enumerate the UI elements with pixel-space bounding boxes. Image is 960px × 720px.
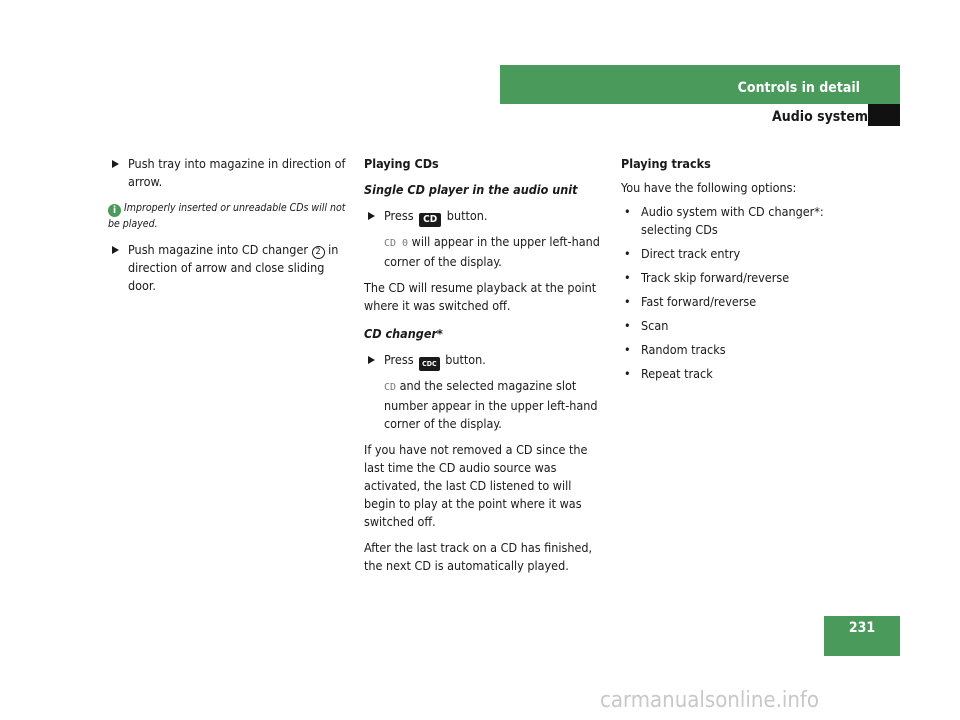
list-item [621,341,866,359]
intro-text: You have the following options: [621,180,797,195]
header-marker [868,104,900,126]
instruction-step [108,241,348,295]
list-item-text: Track skip forward/reverse [641,270,790,285]
list-item-text: Scan [641,318,669,333]
step-text: Push tray into magazine in direction of arrow. [128,156,346,189]
step-text: Push magazine into CD changer [128,242,308,257]
result-text [364,233,606,271]
list-item [621,203,866,239]
bullet-icon: • [624,294,631,309]
note-text: Improperly inserted or unreadable CDs will not be played. [108,202,346,230]
list-item-text: Fast forward/reverse [641,294,757,309]
subheading-single-cd: Single CD player in the audio unit [364,182,578,197]
arrow-bullet-icon [112,246,119,254]
result-text [364,377,606,433]
header-section-bar [500,65,900,104]
bullet-icon: • [624,318,631,333]
subsection-title: Audio system [772,109,868,125]
bullet-icon: • [624,366,631,381]
result-desc: will appear in the upper left-hand corner of the display. [384,234,600,269]
step-text: button. [445,352,486,367]
list-item-text: Direct track entry [641,246,741,261]
heading-playing-tracks: Playing tracks [621,156,711,171]
instruction-step [108,155,348,191]
heading-playing-cds: Playing CDs [364,156,439,171]
list-item [621,365,866,383]
step-text: in direction of arrow and close sliding door. [128,242,339,293]
list-item [621,293,866,311]
bullet-icon: • [624,270,631,285]
cd-button-icon: CD [419,213,441,227]
instruction-step [364,351,606,371]
paragraph-next-cd: After the last track on a CD has finished, the next CD is automatically played. [364,540,593,573]
column-middle [364,155,606,575]
list-item [621,245,866,263]
list-item [621,317,866,335]
arrow-bullet-icon [112,160,119,168]
instruction-step [364,207,606,227]
page-number-box [824,616,900,656]
list-item-text: Audio system with CD changer*: selecting CDs [641,204,824,237]
column-left [108,155,348,295]
bullet-icon: • [624,246,631,261]
step-text: button. [446,208,488,223]
list-item-text: Random tracks [641,342,726,357]
arrow-bullet-icon [368,356,375,364]
arrow-bullet-icon [368,212,375,220]
display-readout: CD [384,382,397,393]
list-item [621,269,866,287]
paragraph-resume: The CD will resume playback at the point where it was switched off. [364,280,597,313]
section-title: Controls in detail [737,80,860,96]
cdc-button-icon: CDC [419,357,439,371]
bullet-icon: • [624,342,631,357]
result-desc: and the selected magazine slot number appear in the upper left-hand corner of the display. [384,378,598,431]
step-text: Press [384,208,414,223]
display-readout: CD 0 [384,238,409,249]
column-right [621,155,866,383]
bullet-icon: • [624,204,631,219]
page-number: 231 [848,620,876,636]
info-note [108,201,348,231]
list-item-text: Repeat track [641,366,713,381]
step-text: Press [384,352,414,367]
callout-number: 2 [312,246,325,259]
watermark: carmanualsonline.info [600,688,819,713]
paragraph-last-cd: If you have not removed a CD since the last time the CD audio source was activated, the last CD listened to will begin to play at the point where it was switched off. [364,442,588,529]
info-icon: i [108,204,121,217]
subheading-cd-changer: CD changer* [364,326,443,341]
